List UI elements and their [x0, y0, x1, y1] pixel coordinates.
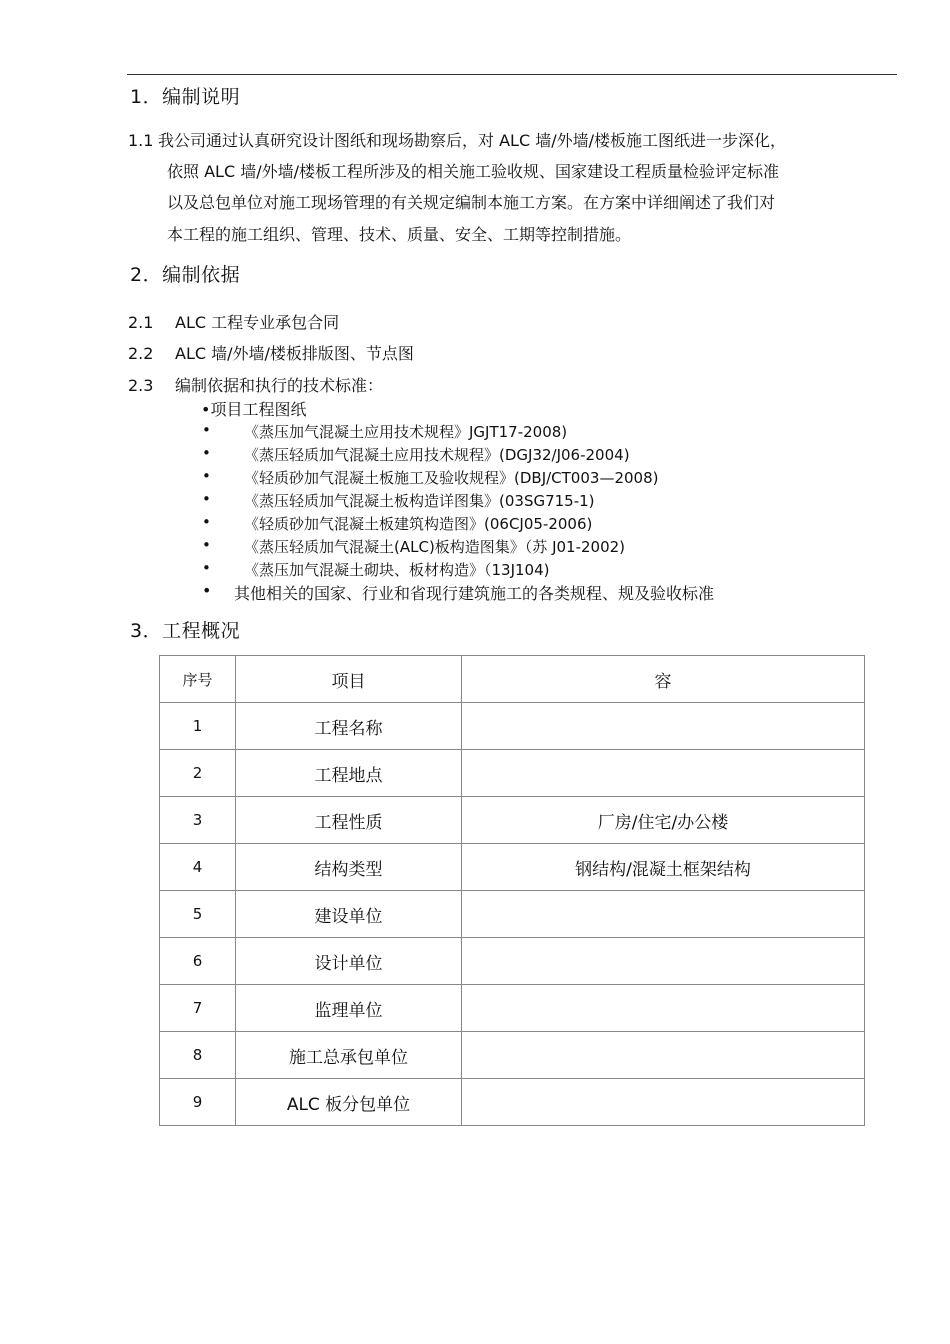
table-row [160, 891, 865, 938]
table-row [160, 797, 865, 844]
table-row [160, 1032, 865, 1079]
cell-no: 3 [160, 797, 236, 844]
cell-content [462, 985, 865, 1032]
bullet-icon: • [202, 490, 211, 508]
para-1-1-line-3: 以及总包单位对施工现场管理的有关规定编制本施工方案。在方案中详细阐述了我们对 [167, 193, 776, 212]
cell-no: 5 [160, 891, 236, 938]
para-1-1-number: 1.1 [128, 131, 154, 150]
para-1-1-line-1: 我公司通过认真研究设计图纸和现场勘察后，对 ALC 墙/外墙/楼板施工图纸进一步深化， [158, 131, 786, 150]
table-header-row [160, 656, 865, 703]
table-row [160, 938, 865, 985]
top-rule [127, 74, 897, 75]
header-item: 项目 [236, 656, 462, 703]
cell-content [462, 703, 865, 750]
standard-item-text: 《蒸压轻质加气混凝土(ALC)板构造图集》（苏 J01-2002) [244, 538, 626, 556]
section-3-heading: 3．工程概况 [130, 620, 241, 642]
cell-no: 6 [160, 938, 236, 985]
standard-item-text: 其他相关的国家、行业和省现行建筑施工的各类规程、规及验收标准 [234, 584, 715, 603]
bullet-icon: • [202, 513, 211, 531]
basis-item-text: ALC 墙/外墙/楼板排版图、节点图 [175, 344, 414, 363]
cell-item: 设计单位 [236, 938, 462, 985]
table-row [160, 985, 865, 1032]
section-1-heading: 1．编制说明 [130, 86, 241, 108]
bullet-icon: • [202, 444, 211, 462]
basis-item [128, 373, 383, 396]
bullet-icon: • [202, 536, 211, 554]
cell-no: 8 [160, 1032, 236, 1079]
standard-item-text: 《轻质砂加气混凝土板建筑构造图》(06CJ05-2006) [244, 515, 593, 533]
basis-item-text: 编制依据和执行的技术标准： [175, 376, 384, 395]
cell-no: 4 [160, 844, 236, 891]
table-row [160, 844, 865, 891]
cell-item: 工程名称 [236, 703, 462, 750]
basis-item-number: 2.3 [128, 376, 154, 395]
cell-item: ALC 板分包单位 [236, 1079, 462, 1126]
bullet-icon: • [202, 581, 212, 600]
standard-item-text: 《蒸压加气混凝土砌块、板材构造》（13J104) [244, 561, 550, 579]
standard-item-text: 《蒸压轻质加气混凝土应用技术规程》(DGJ32/J06-2004) [244, 446, 630, 464]
cell-content [462, 891, 865, 938]
cell-item: 工程性质 [236, 797, 462, 844]
cell-no: 9 [160, 1079, 236, 1126]
cell-no: 2 [160, 750, 236, 797]
standard-item-drawings: •项目工程图纸 [201, 400, 307, 419]
cell-content [462, 1079, 865, 1126]
basis-item-text: ALC 工程专业承包合同 [175, 313, 340, 332]
cell-content [462, 938, 865, 985]
cell-item: 建设单位 [236, 891, 462, 938]
header-content: 容 [462, 656, 865, 703]
project-overview-table [159, 655, 865, 1126]
standard-item-text: 《蒸压轻质加气混凝土板构造详图集》(03SG715-1) [244, 492, 595, 510]
bullet-icon: • [202, 467, 211, 485]
cell-no: 1 [160, 703, 236, 750]
cell-item: 施工总承包单位 [236, 1032, 462, 1079]
standard-item-text: 《蒸压加气混凝土应用技术规程》JGJT17-2008) [244, 423, 568, 441]
bullet-icon: • [202, 559, 211, 577]
para-1-1-line-4: 本工程的施工组织、管理、技术、质量、安全、工期等控制措施。 [167, 225, 632, 244]
header-serial-no: 序号 [160, 656, 236, 703]
cell-content [462, 750, 865, 797]
cell-item: 监理单位 [236, 985, 462, 1032]
table-row [160, 1079, 865, 1126]
cell-item: 结构类型 [236, 844, 462, 891]
para-1-1-line-2: 依照 ALC 墙/外墙/楼板工程所涉及的相关施工验收规、国家建设工程质量检验评定标准 [167, 162, 779, 181]
basis-item [128, 310, 339, 333]
basis-item-number: 2.2 [128, 344, 154, 363]
section-2-heading: 2．编制依据 [130, 264, 241, 286]
cell-content: 钢结构/混凝土框架结构 [462, 844, 865, 891]
cell-content: 厂房/住宅/办公楼 [462, 797, 865, 844]
bullet-icon: • [202, 421, 211, 439]
basis-item [128, 341, 414, 364]
standard-item-text: 《轻质砂加气混凝土板施工及验收规程》(DBJ/CT003—2008) [244, 469, 659, 487]
table-row [160, 703, 865, 750]
table-row [160, 750, 865, 797]
basis-item-number: 2.1 [128, 313, 154, 332]
cell-no: 7 [160, 985, 236, 1032]
cell-item: 工程地点 [236, 750, 462, 797]
cell-content [462, 1032, 865, 1079]
